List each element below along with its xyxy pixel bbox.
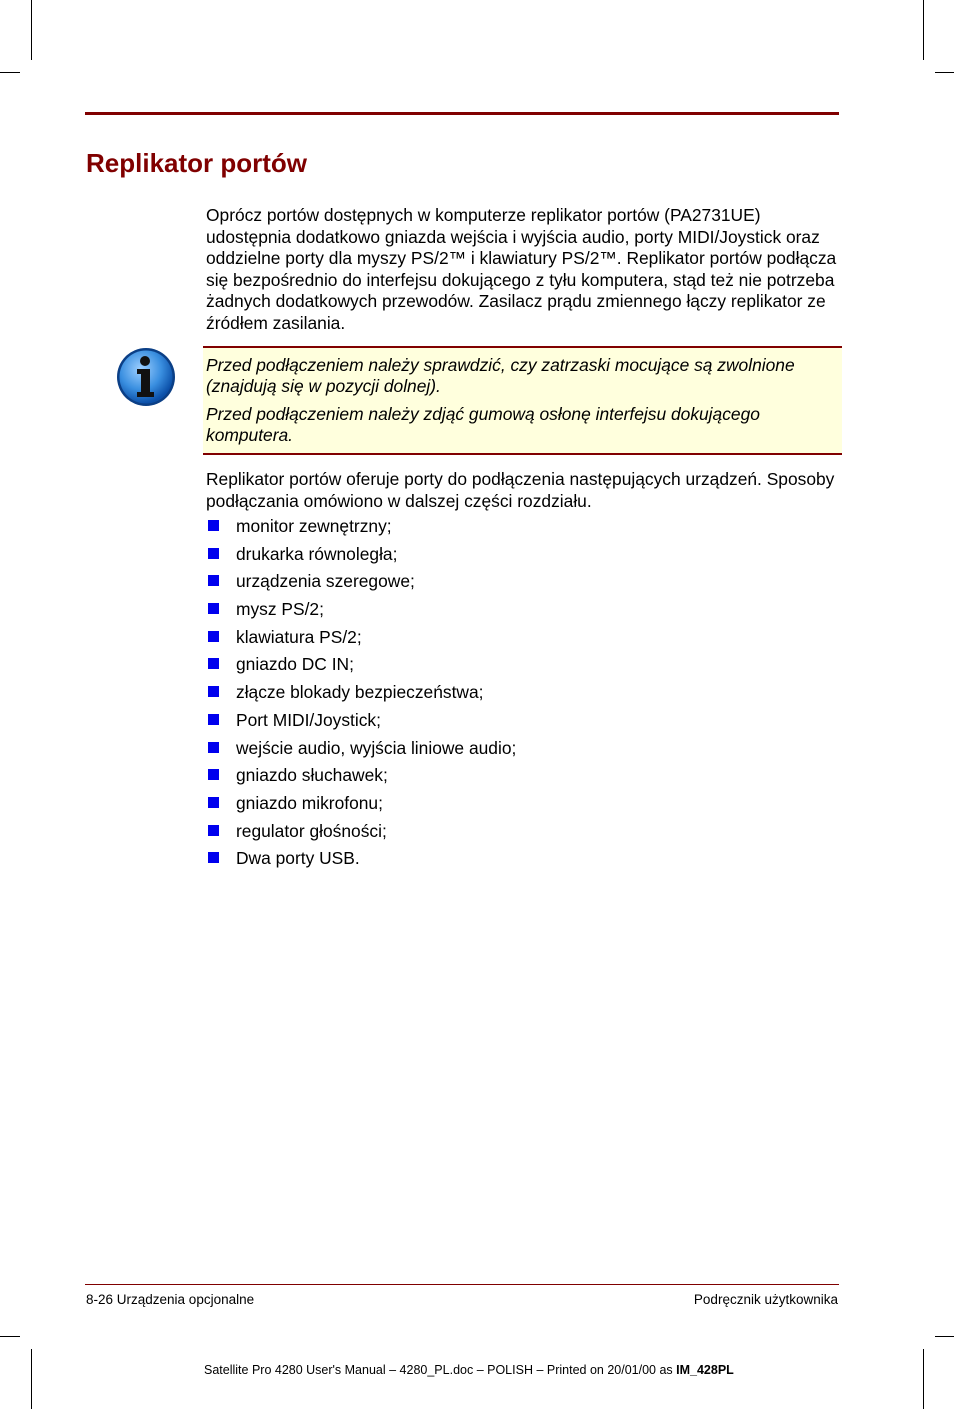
header-rule: [85, 112, 839, 115]
crop-mark: [923, 1349, 924, 1409]
note-box: [203, 346, 842, 455]
footer-manual-title: Podręcznik użytkownika: [693, 1292, 838, 1307]
footer-page-label: 8-26 Urządzenia opcjonalne: [86, 1292, 255, 1307]
bullet-square-icon: [208, 769, 219, 780]
list-item: drukarka równoległa;: [206, 544, 516, 572]
bullet-square-icon: [208, 714, 219, 725]
crop-mark: [935, 1336, 954, 1337]
bullet-square-icon: [208, 658, 219, 669]
list-item: gniazdo mikrofonu;: [206, 793, 516, 821]
bullet-square-icon: [208, 852, 219, 863]
list-item: wejście audio, wyjścia liniowe audio;: [206, 738, 516, 766]
list-item: mysz PS/2;: [206, 599, 516, 627]
list-item: monitor zewnętrzny;: [206, 516, 516, 544]
crop-mark: [935, 72, 954, 73]
print-info-text: Satellite Pro 4280 User's Manual – 4280_PL.doc – POLISH – Printed on 20/01/00 as: [204, 1363, 677, 1377]
print-info: [204, 1363, 734, 1377]
bullet-square-icon: [208, 575, 219, 586]
bullet-square-icon: [208, 742, 219, 753]
crop-mark: [31, 0, 32, 60]
bullet-square-icon: [208, 797, 219, 808]
crop-mark: [31, 1349, 32, 1409]
list-item: gniazdo słuchawek;: [206, 765, 516, 793]
bullet-square-icon: [208, 548, 219, 559]
list-item: Port MIDI/Joystick;: [206, 710, 516, 738]
footer-rule: [85, 1284, 839, 1285]
list-item: gniazdo DC IN;: [206, 654, 516, 682]
crop-mark: [923, 0, 924, 60]
lead-paragraph: Replikator portów oferuje porty do podłączenia następujących urządzeń. Sposoby podłączania omówiono w dalszej części rozdziału.: [206, 469, 835, 511]
bullet-square-icon: [208, 686, 219, 697]
list-item: Dwa porty USB.: [206, 848, 516, 876]
bullet-square-icon: [208, 631, 219, 642]
info-icon: [116, 347, 176, 407]
intro-paragraph: Oprócz portów dostępnych w komputerze replikator portów (PA2731UE) udostępnia dodatkowo gniazda wejścia i wyjścia audio, porty MIDI/Joystick oraz oddzielne porty dla myszy PS/2™ i klawiatury PS/2™. Replikator portów podłącza się bezpośrednio do interfejsu dokującego z tyłu komputera, stąd też nie potrzeba żadnych dodatkowych przewodów. Zasilacz prądu zmiennego łączy replikator ze źródłem zasilania.: [206, 205, 837, 333]
list-item: klawiatura PS/2;: [206, 627, 516, 655]
crop-mark: [0, 72, 20, 73]
note-paragraph: Przed podłączeniem należy zdjąć gumową osłonę interfejsu dokującego komputera.: [206, 404, 760, 445]
bullet-square-icon: [208, 603, 219, 614]
bullet-square-icon: [208, 520, 219, 531]
port-list: [206, 516, 516, 876]
note-paragraph: Przed podłączeniem należy sprawdzić, czy zatrzaski mocujące są zwolnione (znajdują się w pozycji dolnej).: [206, 355, 795, 396]
list-item: złącze blokady bezpieczeństwa;: [206, 682, 516, 710]
section-title: Replikator portów: [86, 148, 308, 178]
bullet-square-icon: [208, 825, 219, 836]
print-info-code: IM_428PL: [676, 1363, 734, 1377]
crop-mark: [0, 1336, 20, 1337]
list-item: urządzenia szeregowe;: [206, 571, 516, 599]
list-item: regulator głośności;: [206, 821, 516, 849]
